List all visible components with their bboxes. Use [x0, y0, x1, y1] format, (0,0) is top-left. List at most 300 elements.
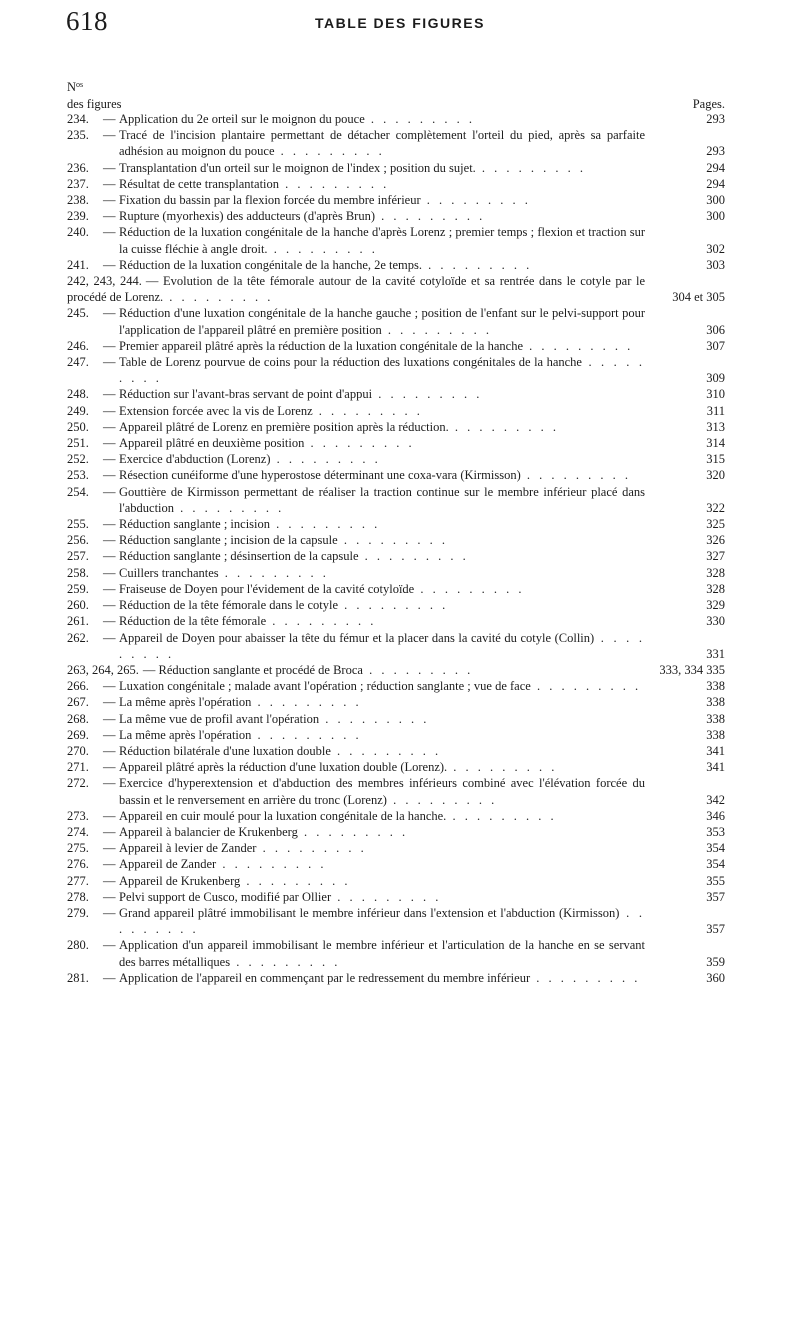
figure-entry: [67, 775, 725, 807]
figure-number: 280.: [67, 938, 89, 953]
figure-caption: 242, 243, 244. — Evolution de la tête fémorale autour de la cavité cotyloïde et sa rentrée dans le cotyle par le procédé de Lorenz. . . . . . . . . .: [67, 274, 646, 305]
figure-caption: [67, 548, 725, 564]
figure-caption: [67, 516, 725, 532]
column-header-figures: des figures: [67, 97, 122, 111]
figure-caption-text: Réduction bilatérale d'une luxation double: [119, 743, 331, 758]
figure-entry: [67, 597, 725, 613]
dot-leader: . . . . . . . . .: [358, 549, 469, 564]
dot-leader: . . . . . . . . .: [530, 970, 641, 985]
figure-number: 242, 243, 244.: [67, 274, 142, 289]
page-reference: 300: [706, 193, 725, 208]
figure-caption: [67, 581, 725, 597]
figure-entry: [67, 419, 725, 435]
dot-leader: . . . . . . . . .: [297, 824, 409, 839]
figure-number: 237.: [67, 176, 89, 191]
figure-caption: [67, 565, 725, 581]
figure-number: 272.: [67, 776, 89, 791]
figure-caption-text: Extension forcée avec la vis de Lorenz: [119, 403, 313, 418]
dot-leader: . . . . . . . . .: [216, 857, 327, 872]
dot-leader: . . . . . . . . .: [174, 500, 285, 515]
dot-leader: . . . . . . . . .: [312, 403, 423, 418]
figure-number: 250.: [67, 419, 89, 434]
dash-separator: —: [103, 549, 116, 564]
dot-leader: . . . . . . . . .: [475, 160, 587, 175]
dash-separator: —: [103, 824, 116, 839]
figure-caption-text: Réduction de la luxation congénitale de la hanche d'après Lorenz ; premier temps ; flexion et traction sur la cuisse fléchie à angle droit.: [119, 225, 645, 256]
figure-entry: [67, 354, 725, 386]
page-reference: 325: [706, 517, 725, 532]
page-reference: 300: [706, 209, 725, 224]
dot-leader: . . . . . . . . .: [530, 679, 642, 694]
dot-leader: . . . . . . . . .: [362, 662, 474, 677]
figure-caption-text: Réduction d'une luxation congénitale de la hanche gauche ; position de l'enfant sur le pelvi-support pour l'application de l'appareil plâtré en première position: [119, 306, 645, 337]
nos-label: N: [67, 80, 77, 94]
figure-caption: [67, 484, 725, 516]
nos-superscript: os: [76, 80, 84, 89]
figure-caption: [67, 597, 725, 613]
page-reference: 354: [706, 841, 725, 856]
dot-leader: . . . . . . . . .: [279, 176, 390, 191]
figure-number: 238.: [67, 193, 89, 208]
page-reference: 328: [706, 565, 725, 580]
dot-leader: . . . . . . . . .: [230, 954, 341, 969]
dot-leader: . . . . . . . . .: [119, 355, 645, 386]
figure-entry: [67, 873, 725, 889]
figure-caption-text: Appareil plâtré en deuxième position: [119, 436, 305, 451]
dot-leader: . . . . . . . . .: [119, 630, 646, 661]
page-reference: 341: [706, 743, 725, 758]
figure-caption-text: Appareil en cuir moulé pour la luxation congénitale de la hanche.: [119, 808, 447, 823]
page-reference: 355: [706, 873, 725, 888]
figure-caption: [67, 451, 725, 467]
dash-separator: —: [103, 112, 116, 126]
figure-caption-text: Appareil de Krukenberg: [119, 873, 241, 888]
figure-caption: [67, 873, 725, 889]
dot-leader: . . . . . . . . .: [218, 565, 329, 580]
dot-leader: . . . . . . . . .: [274, 144, 385, 159]
figure-caption: [67, 127, 725, 159]
figure-caption-text: Appareil à levier de Zander: [119, 841, 257, 856]
figure-number: 269.: [67, 727, 89, 742]
figure-entry: [67, 743, 725, 759]
figure-entry: [67, 224, 725, 256]
column-header-nos: [67, 80, 83, 95]
figure-caption-text: Transplantation d'un orteil sur le moignon de l'index ; position du sujet.: [119, 160, 476, 175]
figure-entry: [67, 662, 725, 678]
page-reference: 338: [706, 679, 725, 694]
figure-caption-text: Réduction de la tête fémorale dans le cotyle: [119, 598, 339, 613]
figure-caption-text: Réduction sanglante ; incision: [119, 517, 271, 532]
dash-separator: —: [103, 760, 116, 775]
figure-number: 275.: [67, 841, 89, 856]
page-reference: 322: [706, 500, 725, 515]
figure-caption: [67, 435, 725, 451]
figure-caption: [67, 111, 725, 127]
figure-caption: [67, 824, 725, 840]
page-reference: 327: [706, 549, 725, 564]
figure-number: 256.: [67, 533, 89, 548]
figure-caption: [67, 840, 725, 856]
page-reference: 320: [706, 468, 725, 483]
dot-leader: . . . . . . . . .: [270, 452, 381, 467]
dot-leader: . . . . . . . . .: [447, 760, 558, 775]
dash-separator: —: [103, 695, 116, 710]
page-reference: 341: [706, 760, 725, 775]
figure-entry: [67, 808, 725, 824]
figure-entry: [67, 630, 725, 662]
figure-caption-text: Résection cunéiforme d'une hyperostose déterminant une coxa-vara (Kirmisson): [119, 468, 521, 483]
figure-caption: [67, 176, 725, 192]
figure-caption: [67, 970, 725, 986]
dot-leader: . . . . . . . . .: [364, 112, 476, 126]
figure-number: 253.: [67, 468, 89, 483]
figure-caption-text: Application d'un appareil immobilisant le membre inférieur et l'articulation de la hanche en se servant des barres métalliques: [119, 938, 645, 969]
figure-entry: [67, 484, 725, 516]
figure-caption: [67, 354, 725, 386]
figure-caption-text: La même vue de profil avant l'opération: [119, 711, 320, 726]
figure-entry: [67, 759, 725, 775]
figure-caption-text: Gouttière de Kirmisson permettant de réaliser la traction continue sur le membre inférieur placé dans l'abduction: [119, 484, 645, 515]
figure-number: 262.: [67, 630, 89, 645]
page-reference: 304 et 305: [672, 290, 725, 305]
figure-caption: [67, 192, 725, 208]
page-reference: 326: [706, 533, 725, 548]
dash-separator: —: [103, 776, 116, 791]
dash-separator: —: [103, 970, 116, 985]
figure-caption-text: Rupture (myorhexis) des adducteurs (d'après Brun): [119, 209, 375, 224]
figure-caption-text: Application du 2e orteil sur le moignon du pouce: [119, 112, 365, 126]
figure-caption: [67, 711, 725, 727]
dot-leader: . . . . . . . . .: [372, 387, 483, 402]
dot-leader: . . . . . . . . .: [319, 711, 430, 726]
figure-number: 274.: [67, 824, 89, 839]
figure-caption-text: La même après l'opération: [119, 695, 252, 710]
page-reference: 307: [706, 338, 725, 353]
figure-caption-text: Réduction sanglante et procédé de Broca: [158, 662, 363, 677]
page-number: 618: [66, 6, 108, 36]
figure-number: 249.: [67, 403, 89, 418]
dash-separator: —: [103, 436, 116, 451]
page-reference: 353: [706, 824, 725, 839]
figure-entry: [67, 338, 725, 354]
figure-caption-text: Appareil plâtré après la réduction d'une luxation double (Lorenz).: [119, 760, 448, 775]
figure-caption-text: Luxation congénitale ; malade avant l'opération ; réduction sanglante ; vue de face: [119, 679, 531, 694]
page-reference: 294: [706, 176, 725, 191]
dot-leader: . . . . . . . . .: [523, 338, 634, 353]
figure-caption-text: Appareil de Doyen pour abaisser la tête du fémur et la placer dans la cavité du cotyle (Collin): [119, 630, 595, 645]
figure-caption-text: Fixation du bassin par la flexion forcée du membre inférieur: [119, 193, 421, 208]
figure-number: 261.: [67, 614, 89, 629]
page-reference: 328: [706, 581, 725, 596]
figure-number: 279.: [67, 905, 89, 920]
dash-separator: —: [103, 630, 116, 645]
dash-separator: —: [103, 225, 116, 240]
page-reference: 338: [706, 711, 725, 726]
page-reference: 315: [706, 452, 725, 467]
dot-leader: . . . . . . . . .: [331, 889, 442, 904]
dot-leader: . . . . . . . . .: [375, 209, 486, 224]
figure-caption: [67, 403, 725, 419]
figure-entry: [67, 257, 725, 273]
figure-caption-text: Cuillers tranchantes: [119, 565, 219, 580]
page-reference: 357: [706, 889, 725, 904]
page-reference: 306: [706, 322, 725, 337]
dash-separator: —: [103, 209, 116, 224]
dash-separator: —: [103, 565, 116, 580]
figure-entry: [67, 208, 725, 224]
figure-caption-text: Premier appareil plâtré après la réduction de la luxation congénitale de la hanche: [119, 338, 523, 353]
dash-separator: —: [103, 517, 116, 532]
dash-separator: —: [103, 889, 116, 904]
figure-caption: [67, 937, 725, 969]
page-reference: 303: [706, 257, 725, 272]
dot-leader: . . . . . . . . .: [270, 517, 381, 532]
dash-separator: —: [103, 160, 116, 175]
figure-number: 246.: [67, 338, 89, 353]
dash-separator: —: [103, 857, 116, 872]
page-reference: 338: [706, 727, 725, 742]
figure-number: 263, 264, 265.: [67, 662, 139, 677]
column-header-pages: Pages.: [692, 97, 725, 111]
figure-caption-text: Exercice d'hyperextension et d'abduction des membres inférieurs combiné avec l'élévation forcée du bassin et le renversement en arrière du tronc (Lorenz): [119, 776, 645, 807]
figure-caption-text: Grand appareil plâtré immobilisant le membre inférieur dans l'extension et l'abduction (Kirmisson): [119, 905, 620, 920]
figure-number: 276.: [67, 857, 89, 872]
figure-caption: [67, 224, 725, 256]
dot-leader: . . . . . . . . .: [267, 241, 378, 256]
figure-caption: [67, 630, 725, 662]
figure-number: 251.: [67, 436, 89, 451]
figure-caption-text: Evolution de la tête fémorale autour de la cavité cotyloïde et sa rentrée dans le cotyle par le procédé de Lorenz.: [67, 274, 646, 305]
figure-caption-text: Tracé de l'incision plantaire permettant de détacher complètement l'orteil du pied, après sa parfaite adhésion au moignon du pouce: [119, 128, 645, 159]
figure-number: 240.: [67, 225, 89, 240]
figure-number: 236.: [67, 160, 89, 175]
figure-entry: [67, 516, 725, 532]
figure-number: 267.: [67, 695, 89, 710]
dash-separator: —: [103, 403, 116, 418]
figure-caption-text: La même après l'opération: [119, 727, 252, 742]
figure-caption: [67, 727, 725, 743]
dash-separator: —: [103, 338, 116, 353]
page-reference: 313: [706, 419, 725, 434]
figure-caption: [67, 743, 725, 759]
page-reference: 342: [706, 792, 725, 807]
page-reference: 330: [706, 614, 725, 629]
figure-caption: [67, 419, 725, 435]
dash-separator: —: [103, 387, 116, 402]
figure-caption: [67, 160, 725, 176]
dash-separator: —: [103, 533, 116, 548]
dash-separator: —: [103, 873, 116, 888]
figure-entry: [67, 548, 725, 564]
figure-caption: [67, 467, 725, 483]
figure-entry: [67, 937, 725, 969]
dot-leader: . . . . . . . . .: [266, 614, 377, 629]
figure-entry: [67, 970, 725, 986]
dash-separator: —: [103, 176, 116, 191]
figure-caption: [67, 694, 725, 710]
figure-caption-text: Application de l'appareil en commençant par le redressement du membre inférieur: [119, 970, 531, 985]
figure-number: 247.: [67, 355, 89, 370]
figure-list: [67, 111, 725, 986]
dot-leader: . . . . . . . . .: [251, 727, 362, 742]
figure-number: 255.: [67, 517, 89, 532]
figure-number: 234.: [67, 112, 89, 126]
dash-separator: —: [103, 614, 116, 629]
figure-number: 271.: [67, 760, 89, 775]
page-reference: 360: [706, 970, 725, 985]
figure-number: 252.: [67, 452, 89, 467]
figure-number: 277.: [67, 873, 89, 888]
figure-caption: [67, 386, 725, 402]
dot-leader: . . . . . . . . .: [240, 873, 351, 888]
figure-entry: [67, 435, 725, 451]
dot-leader: . . . . . . . . .: [338, 598, 449, 613]
figure-caption-text: Fraiseuse de Doyen pour l'évidement de la cavité cotyloïde: [119, 581, 415, 596]
dot-leader: . . . . . . . . .: [304, 436, 415, 451]
figure-entry: [67, 711, 725, 727]
dot-leader: . . . . . . . . .: [446, 808, 557, 823]
dash-separator: —: [103, 306, 116, 321]
figure-caption: [67, 856, 725, 872]
figure-entry: [67, 386, 725, 402]
figure-number: 266.: [67, 679, 89, 694]
figure-caption: [67, 775, 725, 807]
figure-entry: [67, 840, 725, 856]
dot-leader: . . . . . . . . .: [386, 792, 498, 807]
dash-separator: —: [103, 257, 116, 272]
dot-leader: . . . . . . . . .: [251, 695, 362, 710]
dash-separator: —: [103, 598, 116, 613]
figure-entry: [67, 856, 725, 872]
figure-caption: [67, 905, 725, 937]
figure-caption-text: Réduction sanglante ; incision de la capsule: [119, 533, 338, 548]
running-title: TABLE DES FIGURES: [315, 15, 485, 31]
figure-caption-text: Exercice d'abduction (Lorenz): [119, 452, 271, 467]
figure-caption: [67, 305, 725, 337]
dash-separator: —: [103, 905, 116, 920]
figure-entry: [67, 160, 725, 176]
figure-number: 235.: [67, 128, 89, 143]
page-reference: 311: [706, 403, 725, 418]
figure-number: 260.: [67, 598, 89, 613]
dot-leader: . . . . . . . . .: [163, 290, 274, 305]
page-reference: 346: [706, 808, 725, 823]
dash-separator: —: [103, 193, 116, 208]
dot-leader: . . . . . . . . .: [420, 193, 531, 208]
dash-separator: —: [103, 938, 116, 953]
figure-entry: [67, 451, 725, 467]
figure-caption: [67, 208, 725, 224]
figure-caption-text: Réduction sur l'avant-bras servant de point d'appui: [119, 387, 373, 402]
figure-caption-text: Réduction sanglante ; désinsertion de la capsule: [119, 549, 359, 564]
figure-caption-text: Résultat de cette transplantation: [119, 176, 280, 191]
figure-entry: [67, 111, 725, 127]
figure-caption-text: Réduction de la tête fémorale: [119, 614, 267, 629]
page-reference: 302: [706, 241, 725, 256]
figure-caption: [67, 613, 725, 629]
figure-entry: [67, 565, 725, 581]
figure-caption: [67, 678, 725, 694]
figure-number: 239.: [67, 209, 89, 224]
figure-caption-text: Appareil de Zander: [119, 857, 217, 872]
figure-caption: 263, 264, 265. — Réduction sanglante et procédé de Broca . . . . . . . . .: [67, 662, 474, 677]
figure-number: 258.: [67, 565, 89, 580]
figure-number: 273.: [67, 808, 89, 823]
dot-leader: . . . . . . . . .: [448, 419, 559, 434]
dash-separator: —: [103, 468, 116, 483]
figure-entry: [67, 192, 725, 208]
page-reference: 293: [706, 144, 725, 159]
figure-caption-text: Table de Lorenz pourvue de coins pour la réduction des luxations congénitales de la hanche: [119, 355, 582, 370]
figure-caption: [67, 257, 725, 273]
figure-entry: [67, 581, 725, 597]
dot-leader: . . . . . . . . .: [330, 743, 442, 758]
figure-number: 259.: [67, 581, 89, 596]
figure-caption: [67, 889, 725, 905]
figure-entry: [67, 694, 725, 710]
page-reference: 309: [706, 371, 725, 386]
dash-separator: —: [103, 452, 116, 467]
figure-caption-text: Pelvi support de Cusco, modifié par Ollier: [119, 889, 332, 904]
figure-number: 248.: [67, 387, 89, 402]
figure-entry: [67, 273, 725, 305]
dash-separator: —: [103, 841, 116, 856]
figure-number: 254.: [67, 484, 89, 499]
figure-entry: [67, 678, 725, 694]
page-reference: 293: [706, 112, 725, 126]
figure-entry: [67, 727, 725, 743]
figure-number: 245.: [67, 306, 89, 321]
figure-caption-text: Appareil à balancier de Krukenberg: [119, 824, 298, 839]
figure-entry: [67, 905, 725, 937]
dash-separator: —: [103, 128, 116, 143]
page-reference: 354: [706, 857, 725, 872]
dash-separator: —: [103, 484, 116, 499]
figure-number: 281.: [67, 970, 89, 985]
dot-leader: . . . . . . . . .: [256, 841, 367, 856]
figure-number: 257.: [67, 549, 89, 564]
page-reference: 314: [706, 436, 725, 451]
dash-separator: —: [103, 743, 116, 758]
figure-number: 268.: [67, 711, 89, 726]
figure-caption: [67, 338, 725, 354]
dot-leader: . . . . . . . . .: [520, 468, 632, 483]
dash-separator: —: [103, 711, 116, 726]
page-reference: 294: [706, 160, 725, 175]
dot-leader: . . . . . . . . .: [337, 533, 448, 548]
figure-entry: [67, 127, 725, 159]
dot-leader: . . . . . . . . .: [422, 257, 533, 272]
dash-separator: —: [103, 808, 116, 823]
figure-number: 278.: [67, 889, 89, 904]
figure-caption-text: Appareil plâtré de Lorenz en première position après la réduction.: [119, 419, 449, 434]
dot-leader: . . . . . . . . .: [381, 322, 492, 337]
figure-entry: [67, 889, 725, 905]
figure-entry: [67, 824, 725, 840]
page-reference: 329: [706, 598, 725, 613]
figure-entry: [67, 305, 725, 337]
dash-separator: —: [103, 355, 116, 370]
page-reference: 331: [706, 646, 725, 661]
figure-number: 241.: [67, 257, 89, 272]
figure-entry: [67, 403, 725, 419]
dot-leader: . . . . . . . . .: [119, 905, 645, 937]
dash-separator: —: [103, 679, 116, 694]
page-reference: 357: [706, 922, 725, 937]
page-reference: 310: [706, 387, 725, 402]
figure-entry: [67, 613, 725, 629]
figure-caption-text: Réduction de la luxation congénitale de la hanche, 2e temps.: [119, 257, 423, 272]
